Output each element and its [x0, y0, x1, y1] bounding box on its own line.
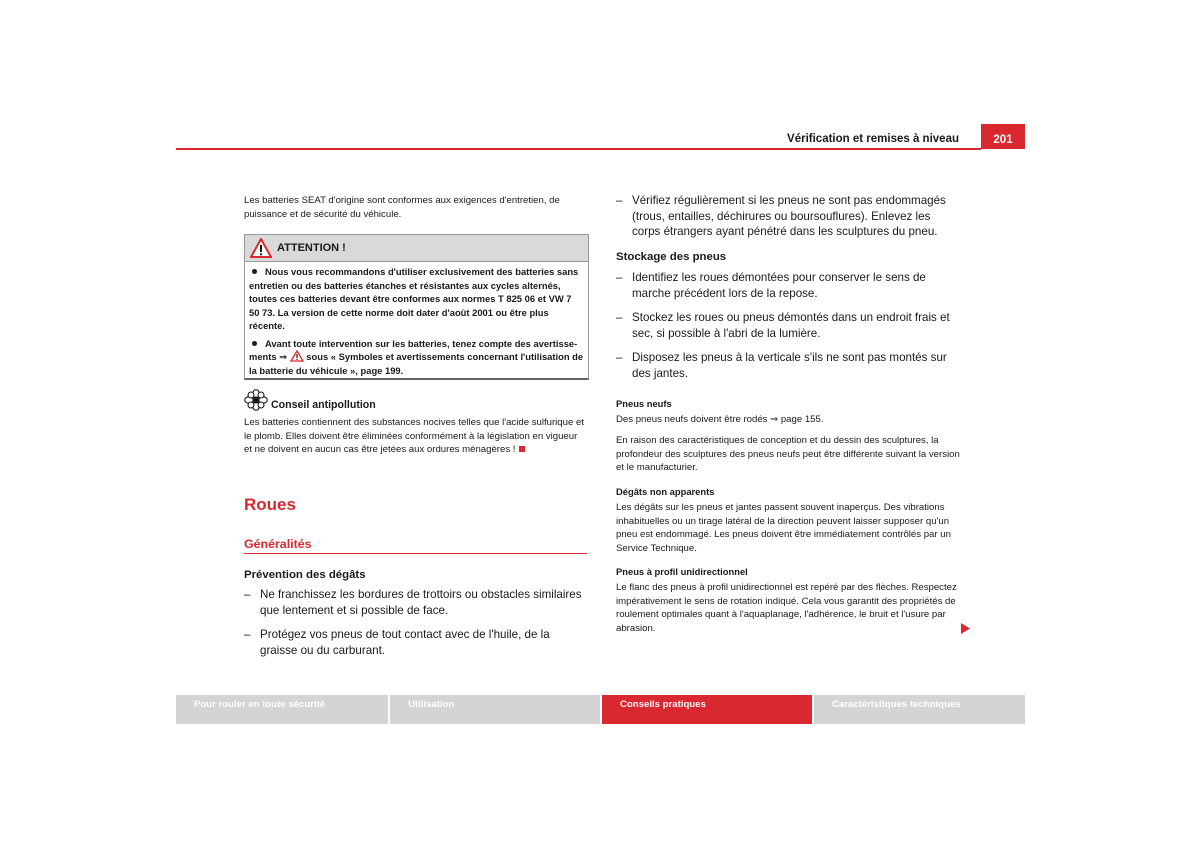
warning-small-icon: [290, 350, 304, 362]
running-header-title: Vérification et remises à niveau: [787, 133, 959, 145]
flower-eco-icon: [244, 389, 268, 411]
warning-body: [245, 262, 588, 377]
page-number: 201: [981, 124, 1025, 149]
tab-operation[interactable]: Utilisation: [390, 695, 600, 724]
warning-item-text: Avant toute intervention sur les batteries, tenez compte des avertisse-ments ⇒: [249, 337, 578, 362]
list-item: – Identifiez les roues démontées pour conserver le sens de marche précédent lors de la repose.: [616, 271, 926, 300]
continue-arrow-icon: [961, 623, 970, 634]
battery-intro: Les batteries SEAT d'origine sont conformes aux exigences d'entretien, de puissance et de sécurité du véhicule.: [244, 195, 560, 220]
subsection-title: Généralités: [244, 537, 312, 551]
inspection-list: [616, 193, 960, 249]
warning-header: [245, 235, 588, 262]
tab-practical-tips[interactable]: Conseils pratiques: [602, 695, 812, 724]
tab-technical-specs[interactable]: Caractéristiques techniques: [814, 695, 1025, 724]
warning-item-text: Nous vous recommandons d'utiliser exclusivement des batteries sans entretien ou des batteries étanches et résistantes aux cycles alternés, toutes ces batteries devant être conformes aux normes T 825 06 et VW 7 50 73. La version de cette norme doit dater d'août 2001 ou être plus récente.: [249, 266, 579, 331]
warning-label: ATTENTION !: [277, 242, 346, 254]
hidden-damage-title: Dégâts non apparents: [616, 486, 715, 497]
hidden-damage-text: Les dégâts sur les pneus et jantes passent souvent inaperçus. Des vibrations inhabituelles ou un tirage latéral de la direction peuvent laisser supposer qu'un pneu est endommagé. Les pneus doivent être immédiatement contrôlés par un Service Technique.: [616, 502, 951, 554]
header-rule: [176, 148, 981, 150]
bullet-icon: [252, 341, 257, 346]
storage-title: Stockage des pneus: [616, 251, 727, 263]
eco-tip-title: Conseil antipollution: [271, 399, 376, 411]
new-tires-p1: Des pneus neufs doivent être rodés ⇒ page 155.: [616, 414, 824, 425]
list-item: – Vérifiez régulièrement si les pneus ne sont pas endommagés (trous, entailles, déchirures ou boursouflures). Enlevez les corps étrangers ayant pénétré dans les sculptures du pneu.: [616, 194, 946, 239]
warning-box: [244, 234, 589, 380]
directional-text: Le flanc des pneus à profil unidirectionnel est repéré par des flèches. Respectez impérativement le sens de rotation indiqué. Cela vous garantit des propriétés de roulement optimales quant à l'aquaplanage, l'adhérence, le bruit et l'usure par abrasion.: [616, 582, 957, 634]
eco-tip-text: Les batteries contiennent des substances nocives telles que l'acide sulfurique et le plomb. Elles doivent être éliminées conformément à la législation en vigueur et ne doivent en aucun cas être jetées aux ordures ménagères !: [244, 417, 584, 456]
new-tires-title: Pneus neufs: [616, 398, 672, 409]
prevention-title: Prévention des dégâts: [244, 569, 366, 581]
warning-item: [249, 265, 584, 333]
tab-safety[interactable]: Pour rouler en toute sécurité: [176, 695, 388, 724]
end-marker-icon: [519, 446, 525, 452]
storage-list: [616, 270, 960, 391]
subsection-rule: [244, 553, 587, 554]
list-item: – Protégez vos pneus de tout contact avec de l'huile, de la graisse ou du carburant.: [244, 628, 550, 657]
prevention-list: [244, 587, 587, 667]
eco-tip-paragraph: [244, 416, 587, 457]
warning-item: [249, 337, 584, 378]
directional-title: Pneus à profil unidirectionnel: [616, 566, 748, 577]
list-item: – Disposez les pneus à la verticale s'ils ne sont pas montés sur des jantes.: [616, 351, 947, 380]
list-item: – Ne franchissez les bordures de trottoirs ou obstacles similaires que lentement et si possible de face.: [244, 588, 582, 617]
bullet-icon: [252, 269, 257, 274]
warning-item-text: sous « Symboles et avertissements concernant l'utilisation de la batterie du véhicule », page 199.: [249, 351, 584, 376]
new-tires-p2: En raison des caractéristiques de conception et du dessin des sculptures, la profondeur des sculptures des pneus neufs peut être différente suivant la version et le manufacturier.: [616, 435, 960, 474]
warning-triangle-icon: [250, 238, 272, 258]
section-title: Roues: [244, 495, 296, 514]
list-item: – Stockez les roues ou pneus démontés dans un endroit frais et sec, si possible à l'abri de la lumière.: [616, 311, 950, 340]
